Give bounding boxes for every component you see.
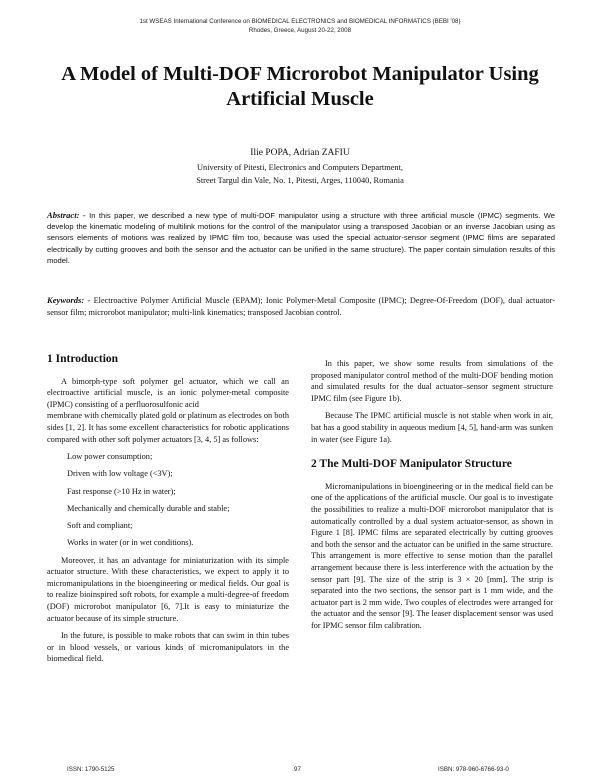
list-item: Fast response (>10 Hz in water); xyxy=(67,486,176,496)
intro-paragraph-3: In the future, is possible to make robots that can swim in thin tubes or in blood vessels, or various kinds of micromanipulators in the biomedical field. xyxy=(47,631,289,664)
intro-paragraph-2: Moreover, it has an advantage for miniaturization with its simple actuator structure. With these characteristics, we expect to apply it to micromanipulations in the bioengineering or medical fields. Our goal is to realize bioinspired soft robots, for example a multi-degree-of freedom (DOF) microrobot manipulator [6, 7].It is easy to miniaturize the actuator because of its simple structure. xyxy=(47,555,289,623)
section-heading-introduction: 1 Introduction xyxy=(47,353,119,365)
footer-issn: ISSN: 1790-5125 xyxy=(67,766,115,773)
list-item: Driven with low voltage (<3V); xyxy=(67,469,173,479)
list-item: Low power consumption; xyxy=(67,452,153,462)
keywords-label: Keywords: - xyxy=(47,295,91,305)
keywords xyxy=(47,295,555,318)
left-column xyxy=(47,354,289,671)
section-heading-structure: 2 The Multi-DOF Manipulator Structure xyxy=(311,458,512,471)
footer-isbn: ISBN: 978-960-6766-93-0 xyxy=(438,766,509,773)
affiliation-line-2: Street Targul din Vale, No. 1, Pitesti, Arges, 110040, Romania xyxy=(196,176,404,185)
abstract-text: In this paper, we described a new type of multi-DOF manipulator using a structure with three artificial muscle (IPMC) segments. We develop the kinematic modeling of multilink motions for the control of the manipulator using a transposed Jacobian or an inverse Jacobian using as sensors elements of motions was realized by IPMC film too, because was used the special actuator-sensor segment (IPMC films are separated electrically by cutting grooves and both the sensor and the actuator can be unified in the same structure). The paper contain simulation results of this model. xyxy=(47,211,555,265)
paper-authors: Ilie POPA, Adrian ZAFIU xyxy=(250,148,350,158)
list-item: Mechanically and chemically durable and stable; xyxy=(67,503,230,513)
keywords-text: Electroactive Polymer Artificial Muscle (EPAM); Ionic Polymer-Metal Composite (IPMC); Degree-Of-Freedom (DOF), dual actuator-sensor film; microrobot manipulator; multi-link kinematics; transposed Jacobian control. xyxy=(47,296,556,317)
conference-location: Rhodes, Greece, August 20-22, 2008 xyxy=(248,27,352,34)
footer-page-number: 97 xyxy=(294,766,301,773)
affiliation-line-1: University of Pitesti, Electronics and Computers Department, xyxy=(196,163,404,172)
paper-title: A Model of Multi-DOF Microrobot Manipulator Using Artificial Muscle xyxy=(61,63,539,110)
characteristics-list xyxy=(47,451,289,549)
intro-paragraph-1-continued: membrane with chemically plated gold or platinum as electrodes on both sides [1, 2]. It has some excellent characteristics for robotic applications compared with other soft polymer actuators [3, 4, 5] as follows: xyxy=(47,411,289,444)
intro-paragraph-5: Because The IPMC artificial muscle is not stable when work in air, bat has a good stability in aqueous medium [4, 5], hand-arm was sunken in water (see Figure 1a). xyxy=(311,411,553,444)
right-column xyxy=(311,358,553,637)
abstract xyxy=(47,210,555,266)
conference-header: 1st WSEAS International Conference on BIOMEDICAL ELECTRONICS and BIOMEDICAL INFORMATICS (BEBI '08) xyxy=(139,18,461,25)
list-item: Soft and compliant; xyxy=(67,520,133,530)
list-item: Works in water (or in wet conditions). xyxy=(67,538,194,548)
structure-paragraph: Micromanipulations in bioengineering or in the medical field can be one of the applications of the artificial muscle. Our goal is to investigate the possibilities to realize a multi-DOF microrobot manipulator that is automatically controlled by a dual system actuator-sensor, as shown in Figure 1 [8]. IPMC films are separated electrically by cutting grooves and both the sensor and the actuator can be unified in the same structure. This arrangement is more effective to sense motion than the parallel arrangement because there is less interference with the actuation by the sensor part [9]. The size of the strip is 3 × 20 [mm]. The strip is separated into the two sections, the sensor part is 1 mm wide, and the actuator part is 2 mm wide. Two couples of electrodes were arranged for the actuator and the sensor [9]. The leaser displacement sensor was used for IPMC sensor film calibration. xyxy=(311,481,553,630)
intro-paragraph-1: A bimorph-type soft polymer gel actuator, which we call an electroactive artificial muscle, is an ionic polymer-metal composite (IPMC) consisting of a perfluorosulfonic acid xyxy=(47,376,289,409)
abstract-label: Abstract: - xyxy=(47,210,86,220)
intro-paragraph-4: In this paper, we show some results from simulations of the proposed manipulator control method of the multi-DOF bending motion and simulated results for the dual actuator–sensor segment structure IPMC film (see Figure 1b). xyxy=(311,359,553,403)
